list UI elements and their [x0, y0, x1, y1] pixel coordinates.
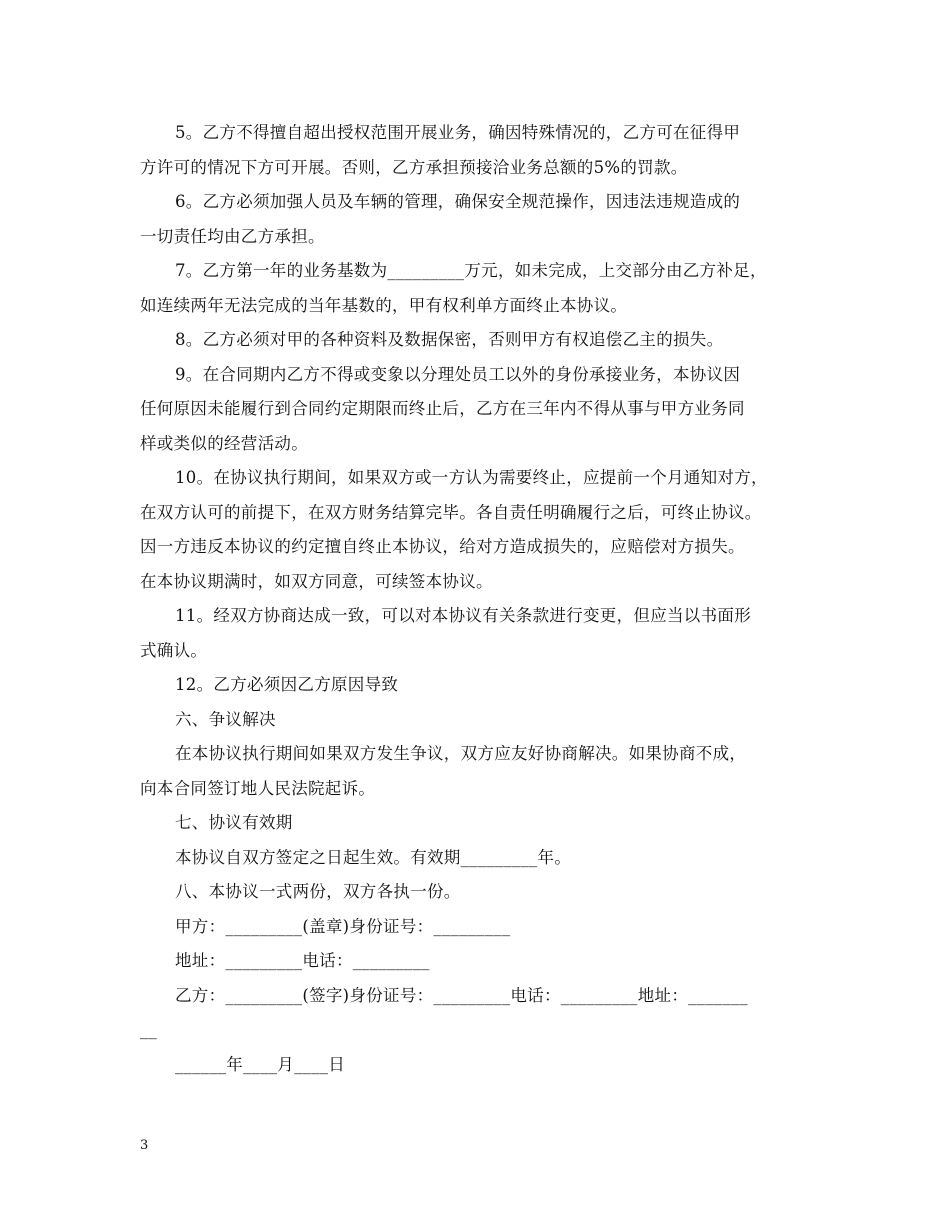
clause-10-line-2: 在双方认可的前提下，在双方财务结算完毕。各自责任明确履行之后，可终止协议。 [140, 502, 762, 522]
party-b-signature-line-continued: __ [140, 1020, 158, 1039]
clause-9-line-3: 样或类似的经营活动。 [140, 433, 308, 453]
section-6-line-1: 在本协议执行期间如果双方发生争议，双方应友好协商解决。如果协商不成， [175, 744, 747, 763]
clause-7-line-2: 如连续两年无法完成的当年基数的，甲有权利单方面终止本协议。 [140, 295, 628, 315]
clause-6-line-1: 6。乙方必须加强人员及车辆的管理，确保安全规范操作，因违法违规造成的 [175, 192, 741, 211]
clause-7-line-1: 7。乙方第一年的业务基数为_________万元，如未完成，上交部分由乙方补足， [175, 261, 767, 280]
clause-6-line-2: 一切责任均由乙方承担。 [140, 226, 325, 246]
section-6-line-2: 向本合同签订地人民法院起诉。 [140, 778, 376, 798]
clause-5-line-1: 5。乙方不得擅自超出授权范围开展业务，确因特殊情况的，乙方可在征得甲 [175, 123, 741, 142]
clause-9-line-2: 任何原因未能履行到合同约定期限而终止后，乙方在三年内不得从事与甲方业务同 [140, 399, 745, 418]
clause-8-line-1: 8。乙方必须对甲的各种资料及数据保密，否则甲方有权追偿乙主的损失。 [175, 330, 724, 349]
clause-10-line-1: 10。在协议执行期间，如果双方或一方认为需要终止，应提前一个月通知对方， [175, 468, 768, 487]
party-a-address-line: 地址：_________电话：_________ [175, 951, 430, 970]
section-6-heading: 六、争议解决 [175, 709, 276, 729]
date-line: ______年____月____日 [175, 1054, 346, 1074]
party-a-signature-line: 甲方：_________(盖章)身份证号：_________ [175, 916, 511, 936]
party-b-signature-line: 乙方：_________(签字)身份证号：_________电话：_________地址：_______ [175, 985, 748, 1005]
clause-5-line-2: 方许可的情况下方可开展。否则，乙方承担预接洽业务总额的5%的罚款。 [140, 157, 688, 177]
page-number: 3 [140, 1138, 149, 1153]
clause-11-line-1: 11。经双方协商达成一致，可以对本协议有关条款进行变更，但应当以书面形 [175, 606, 751, 625]
section-7-line-1: 本协议自双方签定之日起生效。有效期_________年。 [175, 847, 572, 867]
section-7-heading: 七、协议有效期 [175, 813, 293, 832]
clause-11-line-2: 式确认。 [140, 640, 208, 660]
document-body [140, 116, 812, 1082]
clause-12-line-1: 12。乙方必须因乙方原因导致 [175, 675, 399, 694]
clause-9-line-1: 9。在合同期内乙方不得或变象以分理处员工以外的身份承接业务，本协议因 [175, 364, 741, 384]
clause-10-line-4: 在本协议期满时，如双方同意，可续签本协议。 [140, 571, 493, 591]
section-8-heading: 八、本协议一式两份，双方各执一份。 [175, 882, 461, 901]
clause-10-line-3: 因一方违反本协议的约定擅自终止本协议，给对方造成损失的，应赔偿对方损失。 [140, 537, 745, 556]
